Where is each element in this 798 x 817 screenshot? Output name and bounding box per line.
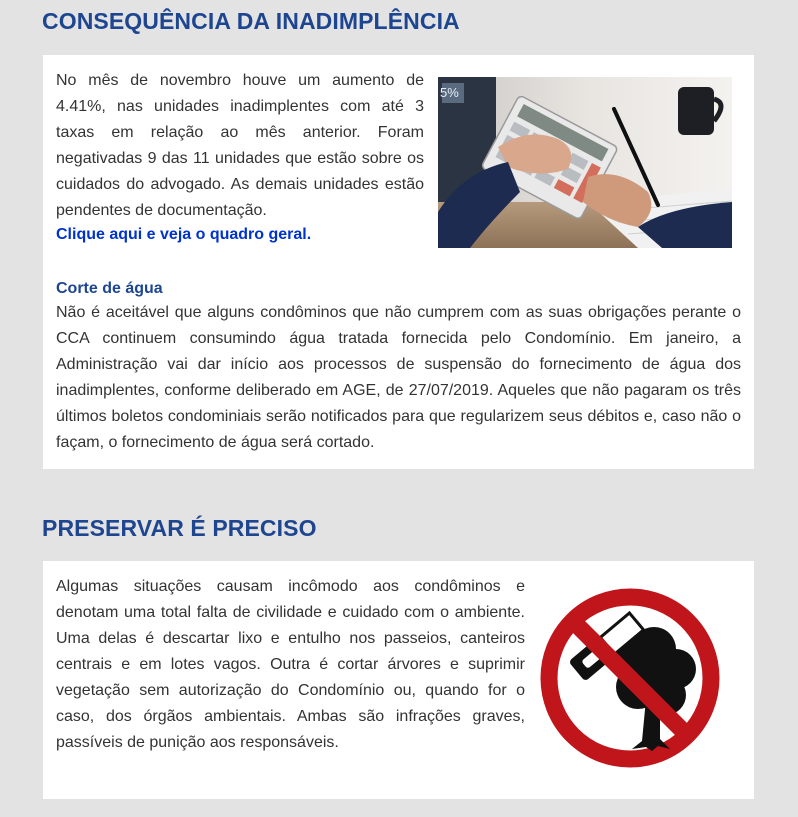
quadro-geral-link[interactable]: Clique aqui e veja o quadro geral. (56, 226, 312, 243)
corte-agua-paragraph: Não é aceitável que alguns condôminos que não cumprem com as suas obrigações perante o CCA continuem consumindo água tratada fornecida pelo Condomínio. Em janeiro, a Administração vai dar início aos processos de suspensão do fornecimento de água dos inadimplentes, conforme deliberado em AGE, de 27/07/2019. Aqueles que não pagaram os três últimos boletos condominiais serão notificados para que regularizem seus débitos e, caso não o façam, o fornecimento de água será cortado. (56, 304, 741, 451)
section-title-inadimplencia: CONSEQUÊNCIA DA INADIMPLÊNCIA (42, 8, 460, 34)
preservar-card (43, 561, 754, 799)
calculator-photo (438, 77, 732, 248)
inadimplencia-card (43, 55, 754, 469)
monitor-percent-text: 5% (440, 85, 459, 100)
inadimplencia-paragraph: No mês de novembro houve um aumento de 4.41%, nas unidades inadimplentes com até 3 taxas em relação ao mês anterior. Foram negativadas 9 das 11 unidades que estão sobre os cuidados do advogado. As demais unidades estão pendentes de documentação. (56, 72, 424, 219)
corte-agua-heading: Corte de água (56, 280, 163, 297)
preservar-paragraph: Algumas situações causam incômodo aos condôminos e denotam uma total falta de civilidade e cuidado com o ambiente. Uma delas é descartar lixo e entulho nos passeios, canteiros centrais e em lotes vagos. Outra é cortar árvores e suprimir vegetação sem autorização do Condomínio ou, quando for o caso, dos órgãos ambientais. Ambas são infrações graves, passíveis de punição aos responsáveis. (56, 578, 525, 751)
section-title-preservar: PRESERVAR É PRECISO (42, 515, 317, 541)
no-tree-cutting-icon (534, 581, 724, 771)
